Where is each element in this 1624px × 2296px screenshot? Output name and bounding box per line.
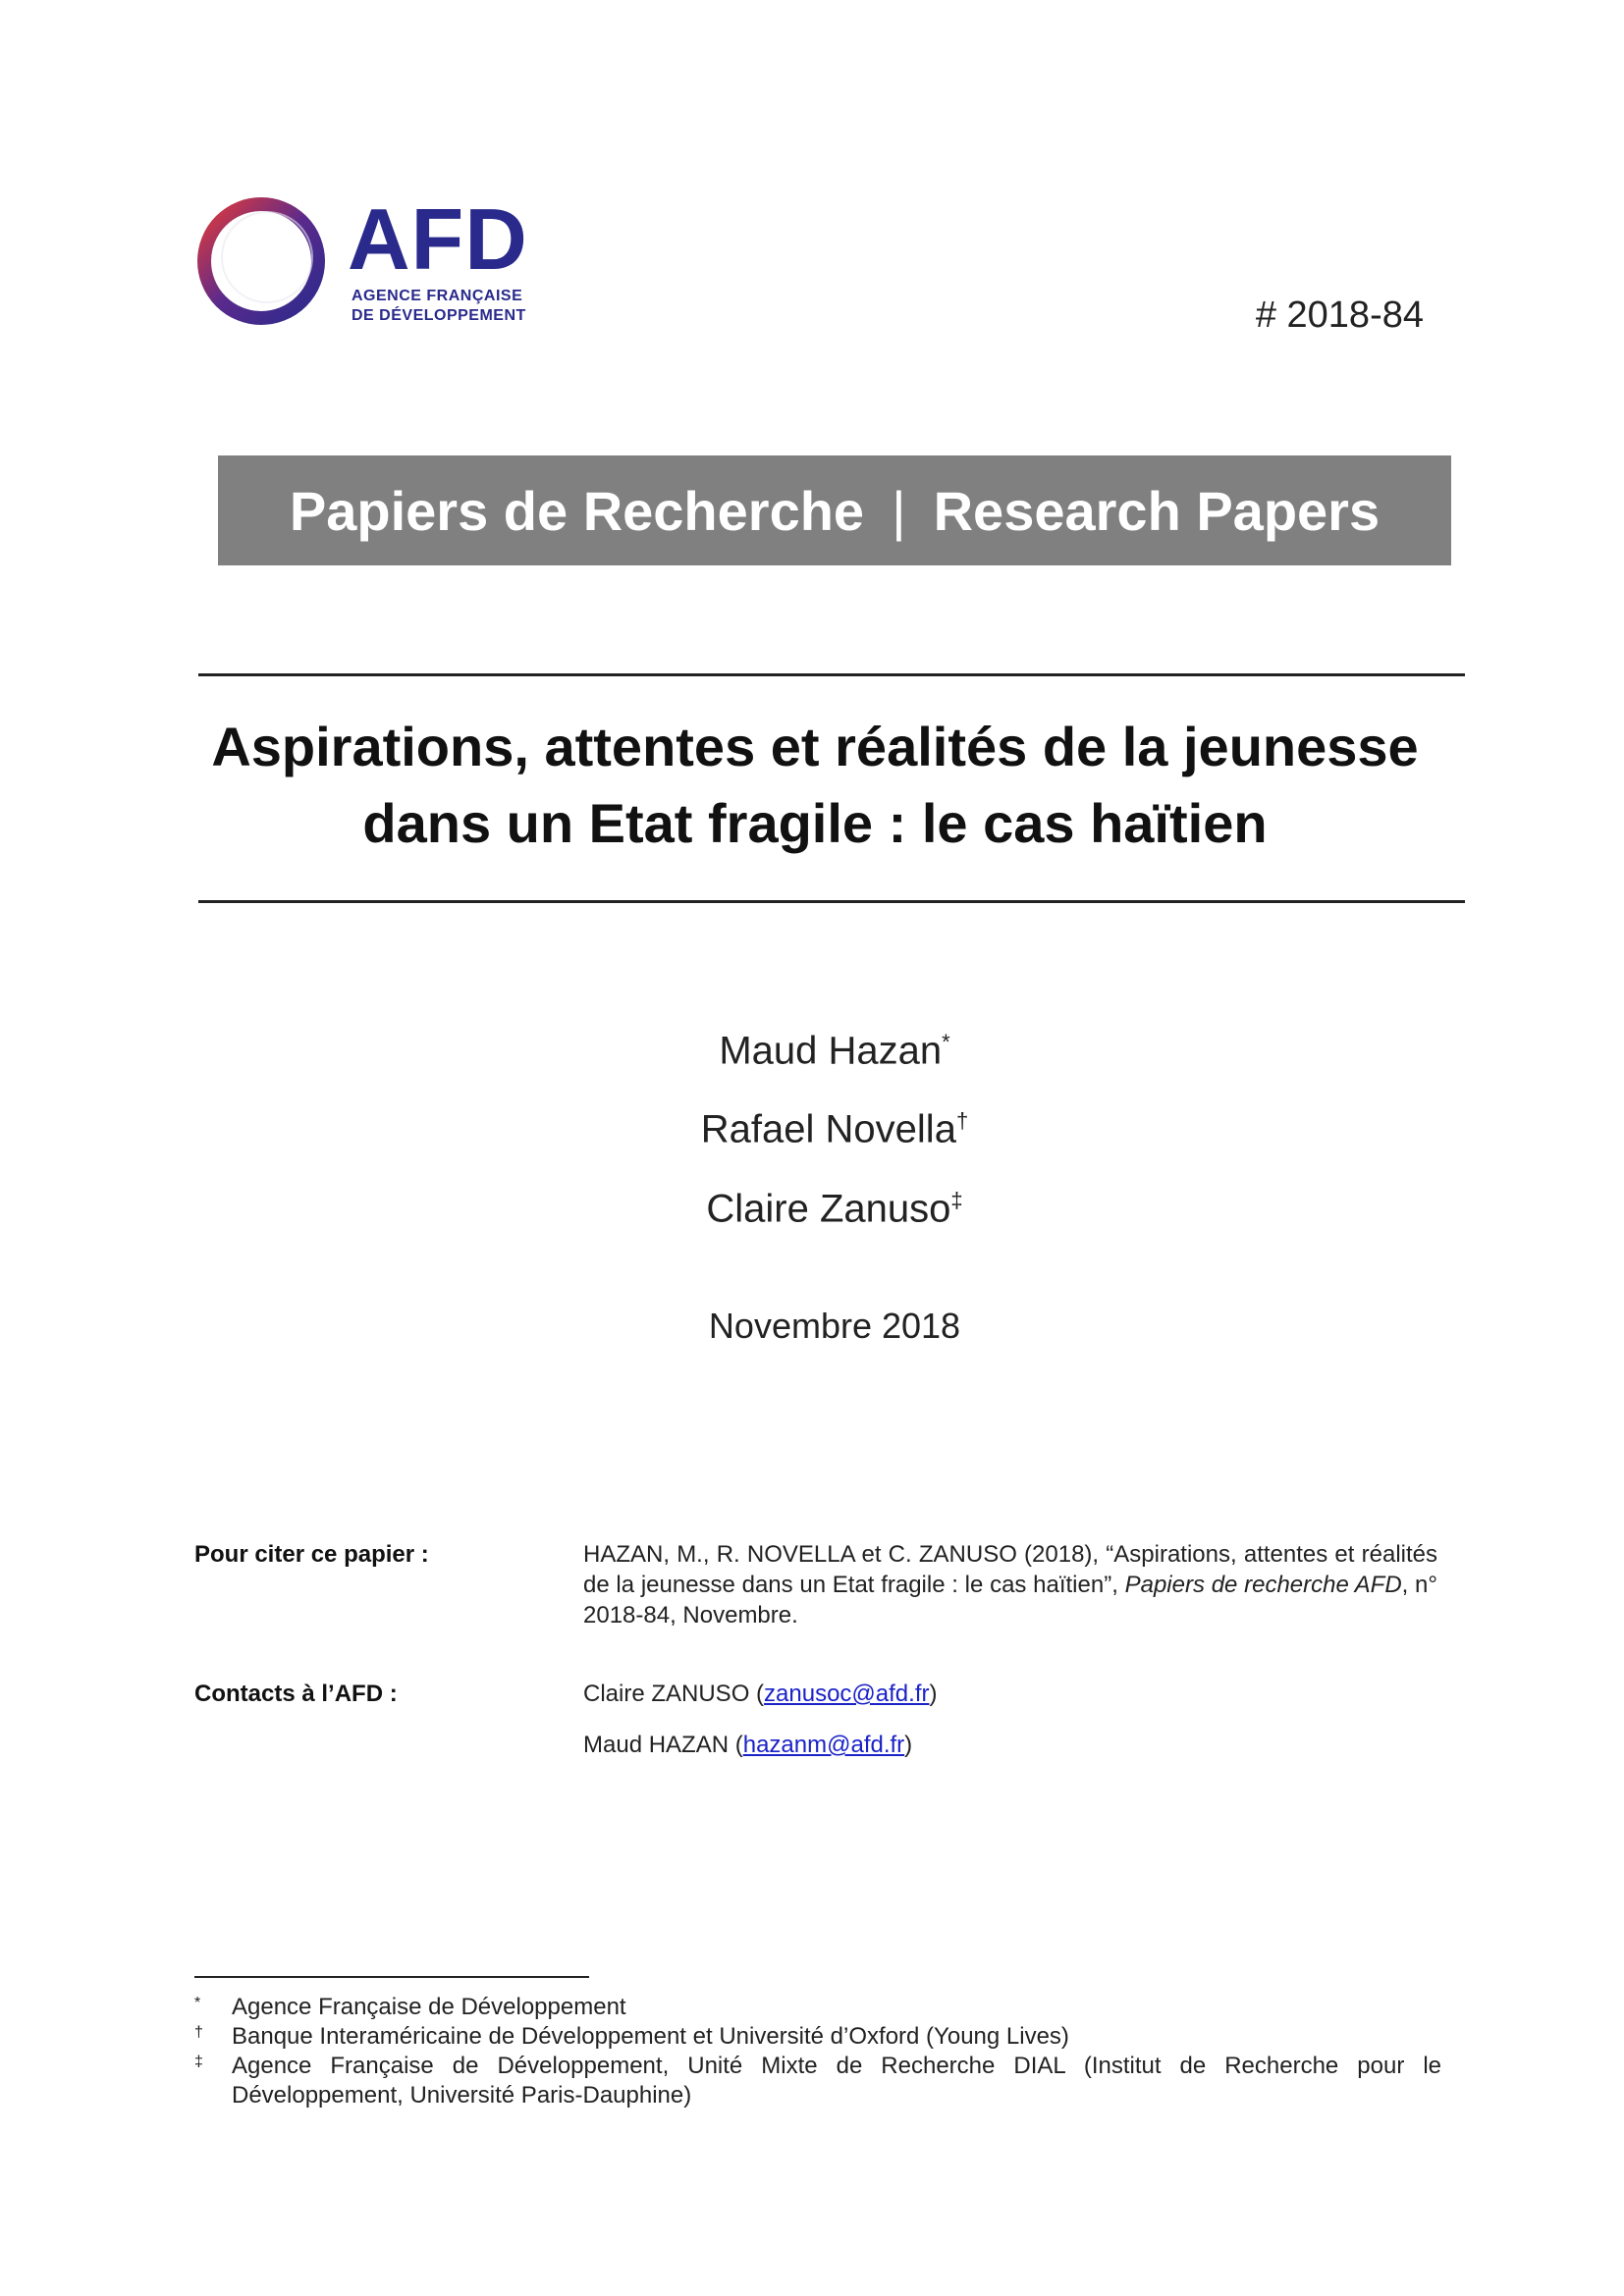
contact-item: Claire ZANUSO (zanusoc@afd.fr) [583, 1681, 938, 1707]
title-rule-top [198, 673, 1465, 676]
footnote-item [194, 1993, 1441, 2022]
contact-name: Maud HAZAN [583, 1732, 730, 1758]
citation-text-part2: , n° 2018-84, Novembre. [583, 1572, 1438, 1629]
footnote-text: Agence Française de Développement, Unité Mixte de Recherche DIAL (Institut de Recherche pour le Développement, Université Paris-Dauphine) [232, 2053, 1441, 2109]
author-name: Rafael Novella [700, 1107, 956, 1151]
footnote-text: Agence Française de Développement [232, 1994, 626, 2020]
citation-series-italic: Papiers de recherche AFD [1124, 1572, 1402, 1598]
contact-item: Maud HAZAN (hazanm@afd.fr) [583, 1732, 913, 1758]
document-number: # 2018-84 [1255, 294, 1424, 336]
citation-label: Pour citer ce papier : [194, 1541, 429, 1568]
banner-separator: | [892, 479, 906, 542]
logo-wordmark: AFD [348, 190, 528, 288]
banner-english-label: Research Papers [933, 479, 1380, 542]
footnote-mark: ‡ [194, 2054, 203, 2070]
author-footnote-mark: * [942, 1030, 950, 1054]
series-banner [218, 455, 1451, 565]
logo-subtitle-line2: DE DÉVELOPPEMENT [352, 307, 526, 324]
contact-email-link[interactable]: zanusoc@afd.fr [764, 1681, 930, 1707]
banner-french-label: Papiers de Recherche [289, 479, 865, 542]
paper-title-line2: dans un Etat fragile : le cas haïtien [362, 792, 1268, 854]
citation-text-part1: HAZAN, M., R. NOVELLA et C. ZANUSO (2018), “Aspirations, attentes et réalités de la jeunesse dans un Etat fragile : le cas haïtien”, [583, 1541, 1437, 1598]
contact-name: Claire ZANUSO [583, 1681, 750, 1707]
afd-ring-icon [192, 192, 340, 340]
footnote-item [194, 2052, 1441, 2110]
footnote-rule [194, 1976, 589, 1978]
logo-subtitle-line1: AGENCE FRANÇAISE [352, 288, 523, 304]
footnote-item [194, 2022, 1441, 2052]
author-item [0, 1086, 1624, 1164]
paper-title-line1: Aspirations, attentes et réalités de la jeunesse [211, 716, 1419, 777]
author-footnote-mark: † [955, 1108, 969, 1134]
citation-text [583, 1539, 1437, 1630]
footnotes [194, 1993, 1441, 2110]
author-footnote-mark: ‡ [950, 1187, 963, 1212]
footnote-mark: † [194, 2024, 203, 2041]
footnote-mark: * [194, 1995, 201, 2011]
author-name: Maud Hazan [719, 1029, 943, 1073]
paper-title [177, 709, 1453, 862]
author-list [0, 1007, 1624, 1244]
footnote-text: Banque Interaméricaine de Développement et Université d’Oxford (Young Lives) [232, 2023, 1069, 2050]
contact-email-link[interactable]: hazanm@afd.fr [742, 1732, 905, 1758]
contacts-label: Contacts à l’AFD : [194, 1681, 398, 1707]
publication-date: Novembre 2018 [708, 1306, 961, 1346]
author-name: Claire Zanuso [706, 1186, 951, 1230]
afd-logo [192, 192, 536, 340]
title-rule-bottom [198, 900, 1465, 903]
author-item [0, 1007, 1624, 1086]
author-item [0, 1165, 1624, 1244]
